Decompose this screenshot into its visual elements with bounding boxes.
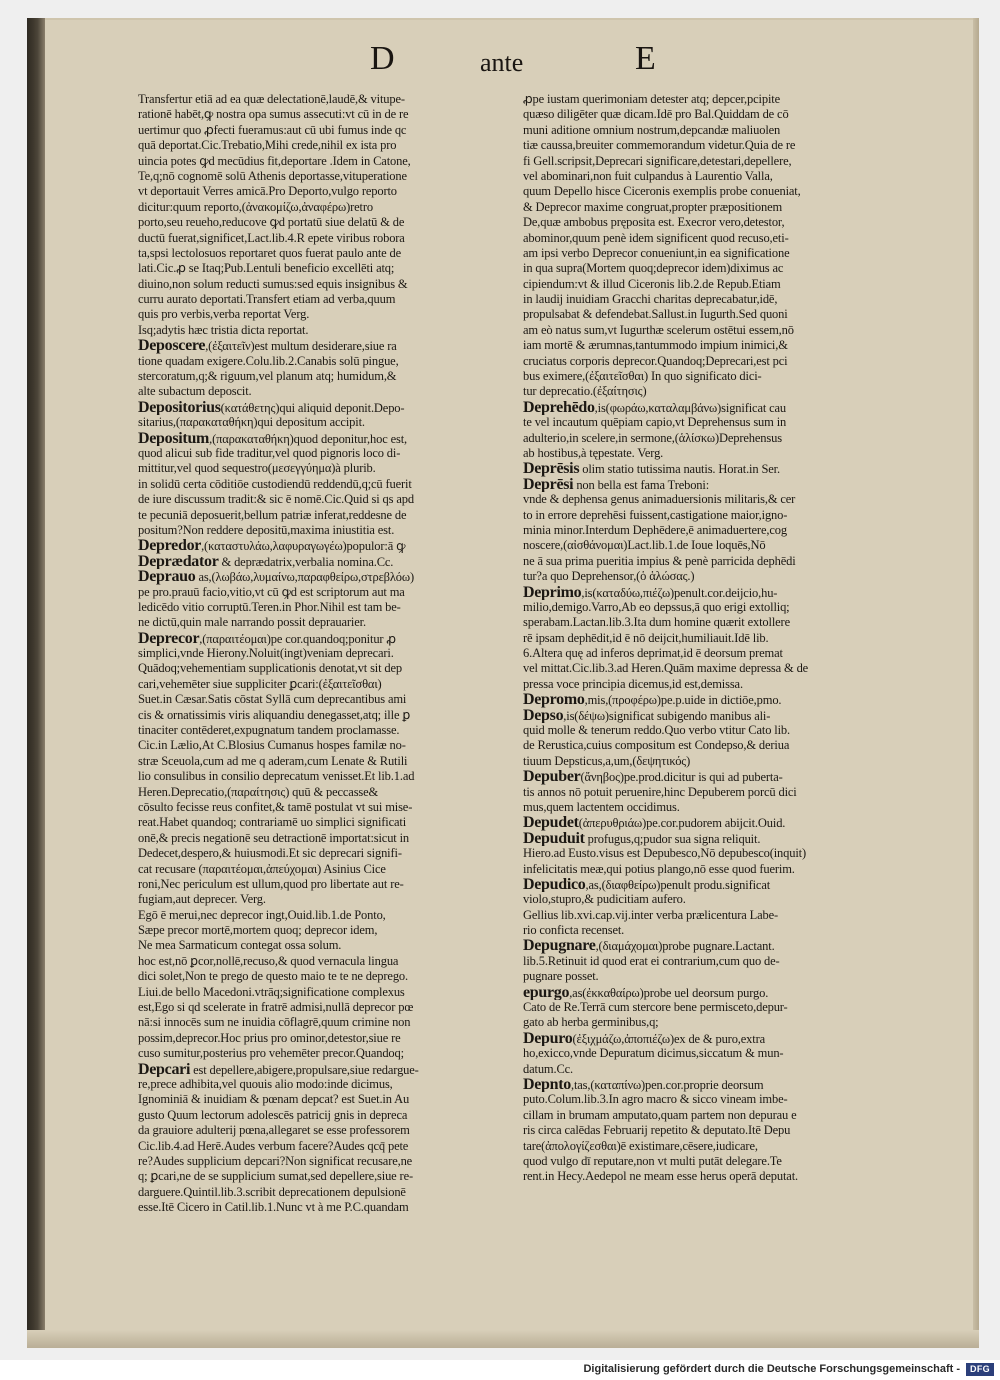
right-column-line: rent.in Hecy.Aedepol ne meam esse herus operā deputat.	[523, 1169, 799, 1184]
headword: Deprēsis	[523, 461, 580, 477]
right-column-line: 6.Altera quę ad inferos deprimat,id ē deorsum premat	[523, 646, 783, 661]
left-column-line: cat recusare (παραιτέομαι,ἀπεύχομαι) Asinius Cice	[138, 861, 386, 876]
running-head-right: E	[635, 40, 656, 77]
left-column-line: in solidū certa cōditiōe custodiendū reddendū,q;cū fuerit	[138, 476, 412, 491]
headword: Depudico	[523, 876, 586, 893]
left-column-line: Transfertur etiā ad ea quæ delectationē,laudē,& vitupe-	[138, 92, 405, 106]
right-column-line: Depso,is(δέψω)significat subigendo manibus ali-	[523, 707, 771, 724]
headword: Depudet	[523, 815, 579, 831]
headword: Depredor	[138, 538, 202, 554]
left-column-line: Egō ē merui,nec deprecor ingt,Ouid.lib.1.de Ponto,	[138, 907, 386, 922]
left-column-line: hoc est,nō ꝑcor,nollē,recuso,& quod vernacula lingua	[138, 953, 399, 968]
left-column-line: quis pro verbis,verba reportat Verg.	[138, 307, 310, 322]
headword: Deprecor	[138, 630, 200, 647]
left-column-line: cari,vehemēter siue suppliciter ꝑcari:(ἐξαιτεῖσθαι)	[138, 676, 382, 691]
left-column-line: vt deportauit Verres amicā.Pro Deporto,vulgo reporto	[138, 184, 397, 199]
left-column-line: fugiam,aut deprecer. Verg.	[138, 892, 266, 907]
right-column-line: ris circa calēdas Februarij repetito & deputato.Itē Depu	[523, 1123, 791, 1138]
left-column-line: uertimur quo ꝓfecti fueramus:aut cū ubi fumus inde qc	[138, 122, 407, 137]
right-text-column	[523, 92, 893, 1185]
page-bottom-edge	[27, 1330, 979, 1348]
right-column-line: abominor,quum penè idem significent quod recuso,eti-	[523, 230, 789, 245]
headword: Depuduit	[523, 830, 585, 847]
right-column-line: adulterio,in scelere,in sermone,(ἁλίσκω)Deprehensus	[523, 430, 782, 445]
right-column-line: sperabam.Lactan.lib.3.Ita dum homine quærit extollere	[523, 615, 790, 630]
right-column-line: noscere,(αἰσθάνομαι)Lact.lib.1.de Ioue loquēs,Nō	[523, 538, 766, 553]
right-column-line: cillam in brumam amputato,quam partem non depurau e	[523, 1107, 797, 1122]
left-column-line: est,Ego si qd scelerate in fratrē admisi,nullā deprecor pœ	[138, 1000, 414, 1015]
right-column-line: Depudico,as,(διαφθείρω)penult produ.significat	[523, 876, 771, 893]
headword: Deposcere	[138, 338, 206, 354]
right-column-line: am ipsi verbo Deprecor conueniunt,in ea significatione	[523, 245, 790, 260]
right-column-line: datum.Cc.	[523, 1061, 574, 1076]
left-column-line: da grauiore adulterij pœna,allegaret se esse professorem	[138, 1123, 410, 1138]
left-column-line: Deprauo as,(λωβάω,λυμαίνω,παραφθείρω,στρεβλόω)	[138, 569, 414, 585]
left-column-line: Deposcere,(ἐξαιτεῖν)est multum desiderare,siue ra	[138, 338, 397, 354]
right-column-line: quæso diligēter quæ dicam.Idē pro Bal.Quiddam de cō	[523, 107, 789, 122]
right-column-line: mus,quem lactentem occidimus.	[523, 799, 680, 814]
right-column-line: ꝓpe iustam querimoniam detester atq; depcer,pcipite	[523, 92, 780, 106]
left-column-line: Depcari est depellere,abigere,propulsare,siue redargue-	[138, 1061, 419, 1077]
right-column-line: quod vulgo dī reputare,non vt multi putāt delegare.Te	[523, 1153, 782, 1168]
left-column-line: uincia potes ꝙd mecūdius fit,deportare .Idem in Catone,	[138, 153, 411, 168]
left-column-line: darguere.Quintil.lib.3.scribit deprecationem depulsionē	[138, 1184, 406, 1199]
headword: Depositorius	[138, 399, 221, 416]
left-column-line: simplici,vnde Hierony.Noluit(ingt)veniam deprecari.	[138, 646, 394, 661]
right-column-line: tiuum Depsticus,a,um,(δεψητικός)	[523, 753, 691, 768]
left-column-line: mittitur,vel quod sequestro(μεσεγγύημα)à plurib.	[138, 461, 376, 476]
headword: Depuro	[523, 1030, 573, 1047]
right-column-line: Deprēsis olim statio tutissima nautis. Horat.in Ser.	[523, 461, 780, 477]
right-column-line: tiæ caussa,breuiter commemorandum videtur.Quia de re	[523, 138, 796, 153]
right-column-line: in qua supra(Mortem quoq;deprecor idem)diximus ac	[523, 261, 784, 276]
headword: epurgo	[523, 984, 570, 1001]
right-column-line: quum Depello hisce Ciceronis exemplis probe conueniat,	[523, 184, 801, 199]
right-column-line: fi Gell.scripsit,Deprecari significare,detestari,depellere,	[523, 153, 792, 168]
right-column-line: Depuduit profugus,q;pudor sua signa reliquit.	[523, 830, 761, 847]
right-column-line: Depuro(ἐξιχμάζω,ἀποπιέζω)ex de & puro,extra	[523, 1030, 766, 1047]
running-head-center: ante	[480, 48, 524, 77]
left-column-line: alte subactum deposcit.	[138, 384, 252, 399]
right-column-line: Deprimo,is(καταδύω,πιέζω)penult.cor.deijcio,hu-	[523, 584, 778, 600]
left-column-line: possim,deprecor.Hoc prius pro ominor,detestor,siue re	[138, 1030, 401, 1045]
left-column-line: Ignominiā & inuidiam & pœnam depcat? est Suet.in Au	[138, 1092, 410, 1107]
left-column-line: reat.Habet quandoq; contrariamē uo simplici significati	[138, 815, 407, 830]
left-column-line: Depositum,(παρακαταθήκη)quod deponitur,hoc est,	[138, 430, 408, 446]
left-column-line: dici solet,Non te prego de questo maio te te ne deprego.	[138, 969, 408, 984]
right-column-line: propulsabat & defendebat.Sallust.in Iugurth.Sed quoni	[523, 307, 788, 322]
left-column-line: Depositorius(κατάθετης)qui aliquid deponit.Depo-	[138, 399, 405, 416]
right-column-line: am eò natus sum,vt Iugurthæ scelerum ostētui essem,nō	[523, 322, 794, 337]
headword: Deprēsi	[523, 476, 574, 493]
right-column-line: rē ipsam dephēdit,id ē nō deijcit,humiliauit.Idē lib.	[523, 630, 769, 645]
right-column-line: infelicitatis meæ,qui potius plango,nō esse quod fuerim.	[523, 861, 795, 876]
left-column-line: lio consulibus in consilio deprecatum venisset.Et lib.1.ad	[138, 769, 415, 784]
left-column-line: lati.Cic.ꝓ se Itaq;Pub.Lentuli beneficio excellēti atq;	[138, 261, 395, 276]
left-column-line: roni,Nec periculum est ullum,quod pro libertate aut re-	[138, 876, 404, 891]
right-column-line: cipiendum:vt & illud Ciceronis lib.2.de Repub.Etiam	[523, 276, 781, 291]
headword: Deprehēdo	[523, 399, 595, 416]
right-column-line: Depnto,tas,(καταπίνω)pen.cor.proprie deorsum	[523, 1077, 764, 1093]
left-column-line: gusto Quum lectorum adolescēs patricij gnis in depreca	[138, 1107, 408, 1122]
funding-notice: Digitalisierung gefördert durch die Deutsche Forschungsgemeinschaft -	[583, 1363, 960, 1375]
right-column-line: lib.5.Retinuit id quod erat ei contrarium,cum quo de-	[523, 953, 780, 968]
right-column-line: vel abominari,non fuit culpandus à Laurentio Valla,	[523, 168, 773, 183]
right-column-line: te vel incautum quēpiam capio,vt Deprehensus sum in	[523, 415, 787, 430]
right-column-line: in laudij inuidiam Gracchi charitas deprecabatur,idē,	[523, 292, 778, 307]
right-column-line: De,quæ ambobus pręposita est. Execror vero,detestor,	[523, 215, 785, 230]
left-column-line: Heren.Deprecatio,(παραίτησις) quū & peccasse&	[138, 784, 379, 799]
left-column-line: porto,seu reueho,reducove ꝙd portatū siue delatū & de	[138, 215, 405, 230]
left-column-line: stercoratum,q;& riguum,vel planum atq; humidum,&	[138, 369, 397, 384]
left-column-line: onē,& precis negationē seu detractionē importat:sicut in	[138, 830, 410, 845]
left-column-line: q; ꝑcari,ne de se supplicium sumat,sed depellere,siue re-	[138, 1169, 413, 1184]
right-column-line: puto.Colum.lib.3.In agro macro & sicco vineam imbe-	[523, 1092, 788, 1107]
right-column-line: pressa voce principia dicemus,id est,demissa.	[523, 676, 743, 691]
left-column-line: quod alicui sub fide traditur,vel quod pignoris loco di-	[138, 445, 401, 460]
right-column-line: ne ā sua prima pueritia impius & penè parricida dephēdi	[523, 553, 796, 568]
dfg-logo: DFG	[966, 1363, 994, 1376]
left-column-line: sitarius,(παρακαταθήκη)qui depositum accipit.	[138, 415, 365, 430]
left-column-line: de iure discussum tradit:& sic ē nomē.Cic.Quid si qs apd	[138, 492, 414, 507]
right-column-line: Depromo,mis,(προφέρω)pe.p.uide in dictiōe,pmo.	[523, 692, 782, 708]
running-head-left: D	[370, 40, 395, 77]
right-column-line: Hiero.ad Eusto.visus est Depubesco,Nō depubesco(inquit)	[523, 846, 807, 861]
right-column-line: ab hostibus,à tępestate. Verg.	[523, 445, 664, 460]
left-column-line: cis & ornatissimis viris aliquandiu denegasset,atq; ille ꝑ	[138, 707, 411, 722]
left-column-line: Liui.de bello Macedoni.vtrāq;significatione complexus	[138, 984, 405, 999]
right-column-line: Depugnare,(διαμάχομαι)probe pugnare.Lactant.	[523, 938, 775, 954]
left-column-line: Sæpe precor mortē,mortem quoq; deprecor idem,	[138, 923, 378, 938]
left-column-line: Cic.in Lælio,At C.Blosius Cumanus hospes familæ no-	[138, 738, 406, 753]
right-column-line: & Deprecor maxime congruat,propter præpositionem	[523, 199, 783, 214]
right-column-line: epurgo,as(ἐκκαθαίρω)probe uel deorsum purgo.	[523, 984, 769, 1001]
right-column-line: Deprēsi non bella est fama Treboni:	[523, 476, 710, 493]
left-column-line: dicitur:quum reporto,(ἀνακομίζω,ἀναφέρω)retro	[138, 199, 373, 214]
left-column-line: Te,q;nō cognomē solū Athenis deportasse,vituperatione	[138, 168, 407, 183]
left-column-line: Ne mea Sarmaticum contegat ossa solum.	[138, 938, 342, 953]
headword: Depcari	[138, 1061, 191, 1077]
left-column-line: Deprædator & deprædatrix,verbalia nomina.Cc.	[138, 553, 394, 570]
left-column-line: curru aurato deportati.Transfert etiam ad verba,quum	[138, 292, 396, 307]
right-column-line: vnde & dephensa genus animaduersionis militaris,& cer	[523, 492, 796, 507]
left-column-line: tione quadam exigere.Colu.lib.2.Canabis solū pingue,	[138, 353, 399, 368]
left-column-line: Deprecor,(παραιτέομαι)pe cor.quandoq;ponitur ꝓ	[138, 630, 396, 647]
left-column-line: Depredor,(καταστυλάω,λαφυραγωγέω)populor:ā ꝙ	[138, 538, 406, 554]
left-column-line: rationē habēt,ꝙ nostra opa sumus assecuti:vt cū in de re	[138, 107, 409, 122]
headword: Depugnare	[523, 938, 596, 954]
left-column-line: Cic.lib.4.ad Herē.Audes verbum facere?Audes qcq̄ pete	[138, 1138, 409, 1153]
headword: Deprædator	[138, 553, 219, 570]
headword: Depso	[523, 707, 564, 724]
left-column-line: Suet.in Cæsar.Satis cōstat Syllā cum deprecantibus ami	[138, 692, 407, 707]
left-column-line: Quādoq;vehementiam supplicationis denotat,vt sit dep	[138, 661, 403, 676]
left-column-line: re?Audes supplicium depcari?Non significat recusare,ne	[138, 1153, 413, 1168]
headword: Deprimo	[523, 584, 582, 600]
left-column-line: diuino,non solum reducti sumus:sed equis insignibus &	[138, 276, 408, 291]
page-gutter-shadow	[27, 18, 45, 1348]
funding-footer	[0, 1360, 1000, 1380]
right-column-line: Cato de Re.Terrā cum stercore bene permisceto,depur-	[523, 1000, 788, 1015]
right-column-line: milio,demigo.Varro,Ab eo depssus,ā quo erigi extolliq;	[523, 599, 790, 614]
right-column-line: ho,exicco,vnde Depuratum dicimus,siccatum & mun-	[523, 1046, 784, 1061]
left-column-line: ledicēdo vitio corruptū.Teren.in Phor.Nihil est tam be-	[138, 599, 401, 614]
right-column-line: Depuber(ἄνηβος)pe.prod.dicitur is qui ad puberta-	[523, 769, 783, 785]
right-column-line: tare(ἀπολογίζεσθαι)ē existimare,cēsere,iudicare,	[523, 1138, 758, 1153]
left-column-line: positum?Non reddere depositū,maxima iniustitia est.	[138, 522, 395, 537]
headword: Depromo	[523, 692, 585, 708]
left-column-line: esse.Itē Cicero in Catil.lib.1.Nunc vt à me P.C.quandam	[138, 1200, 409, 1215]
left-column-line: cuso sumitur,posterius pro vehemēter precor.Quandoq;	[138, 1046, 404, 1061]
right-column-line: bus eximere,(ἐξαιτεῖσθαι) In quo significato dici-	[523, 369, 762, 384]
right-column-line: tur?a quo Deprehensor,(ὁ ἁλώσας.)	[523, 569, 695, 584]
headword: Depositum	[138, 430, 210, 446]
headword: Depuber	[523, 769, 581, 785]
left-column-line: te pecuniā deposuerit,bellum patriæ inferat,reddesne de	[138, 507, 407, 522]
right-column-line: rio conficta recenset.	[523, 923, 625, 938]
right-column-line: tur deprecatio.(ἐξαίτησις)	[523, 384, 647, 399]
headword: Depnto	[523, 1077, 571, 1093]
right-column-line: muni aditione omnium nostrum,depcandæ maliuolen	[523, 122, 781, 137]
right-column-line: pugnare posset.	[523, 969, 599, 984]
right-column-line: Depudet(ἀπερυθριάω)pe.cor.pudorem abijcit.Ouid.	[523, 815, 786, 831]
left-column-line: nā:si innocēs sum ne inuidia cōflagrē,quum crimine non	[138, 1015, 411, 1030]
left-column-line: ta,spsi lectolosuos reportaret quos fuerat paulo ante de	[138, 245, 402, 260]
left-column-line: cōsulto fecisse reus confitet,& tamē postulat vt sui mise-	[138, 799, 413, 814]
left-column-line: pe pro.prauū facio,vitio,vt cū ꝙd est scriptorum aut ma	[138, 584, 405, 599]
headword: Deprauo	[138, 569, 196, 585]
right-column-line: to in errore deprehēsi fuissent,castigatione maior,igno-	[523, 507, 788, 522]
right-column-line: Gellius lib.xvi.cap.vij.inter verba prælicentura Labe-	[523, 907, 779, 922]
left-column-line: stræ Sceuola,cum ad me q aderam,cum Lenate & Rutili	[138, 753, 408, 768]
right-column-line: de Rerustica,cuius compositum est Condepso,& deriua	[523, 738, 790, 753]
left-text-column	[138, 92, 508, 1216]
page-right-edge	[973, 18, 979, 1348]
right-column-line: gato ab herba germinibus,q;	[523, 1015, 659, 1030]
left-column-line: tinaciter contēderet,expugnatum tandem proclamasse.	[138, 723, 400, 738]
right-column-line: cruciatus corporis deprecor.Quandoq;Deprecari,est pci	[523, 353, 788, 368]
left-column-line: Dedecet,despero,& huiusmodi.Et sic deprecari signifi-	[138, 846, 402, 861]
right-column-line: tis annos nō potuit peruenire,hinc Depuberem porcū dici	[523, 784, 797, 799]
left-column-line: ne dictū,quin male narrando possit deprauarier.	[138, 615, 366, 630]
right-column-line: quid molle & tenerum reddo.Quo verbo vtitur Cato lib.	[523, 723, 791, 738]
right-column-line: Deprehēdo,is(φωράω,καταλαμβάνω)significat cau	[523, 399, 787, 416]
right-column-line: minia minor.Interdum Dephēdere,ē animaduertere,cog	[523, 522, 787, 537]
left-column-line: re,prece adhibita,vel quouis alio modo:inde dicimus,	[138, 1077, 393, 1091]
left-column-line: quā deportat.Cic.Trebatio,Mihi crede,nihil ex ista pro	[138, 138, 397, 153]
right-column-line: iam mortē & ærumnas,tantummodo impium inimici,&	[523, 338, 788, 353]
right-column-line: vel mittat.Cic.lib.3.ad Heren.Quām maxime depressa & de	[523, 661, 809, 676]
right-column-line: violo,stupro,& pudicitiam aufero.	[523, 892, 686, 907]
left-column-line: Isq;adytis hæc tristia dicta reportat.	[138, 322, 309, 337]
left-column-line: ductū fuerat,significet,Lact.lib.4.R epete viribus robora	[138, 230, 405, 245]
running-head	[0, 40, 1000, 90]
